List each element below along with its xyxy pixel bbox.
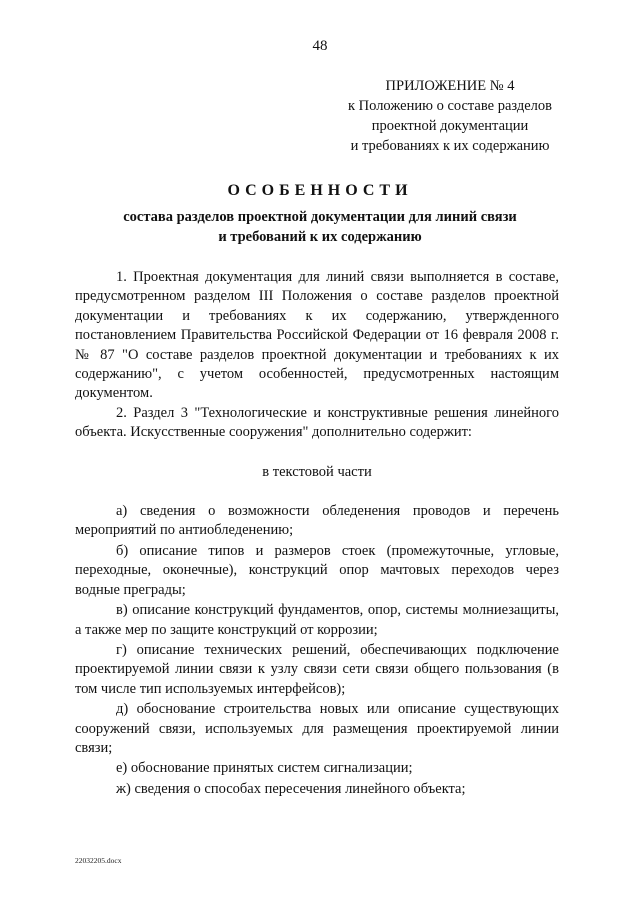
- list-item: е) обоснование принятых систем сигнализации;: [116, 760, 413, 777]
- subtitle-line: состава разделов проектной документации для линий связи: [123, 209, 517, 225]
- section-heading: в текстовой части: [262, 463, 372, 480]
- appendix-title: ПРИЛОЖЕНИЕ № 4: [385, 78, 515, 94]
- document-title: ОСОБЕННОСТИ: [227, 182, 413, 199]
- list-item: ж) сведения о способах пересечения линейного объекта;: [116, 780, 466, 797]
- appendix-line: проектной документации: [371, 118, 529, 134]
- list-item: в) описание конструкций фундаментов, опор, системы молниезащиты, а также мер по защите конструкций от коррозии;: [75, 602, 559, 638]
- list-item: б) описание типов и размеров стоек (промежуточные, угловые, переходные, оконечные), конструкций опор мачтовых переходов через водные преграды;: [75, 542, 559, 598]
- subtitle-line: и требований к их содержанию: [218, 229, 422, 245]
- list-item: г) описание технических решений, обеспечивающих подключение проектируемой линии связи к узлу связи сети связи общего пользования (в том числе тип используемых интерфейсов);: [75, 641, 559, 697]
- list-item: д) обоснование строительства новых или описание существующих сооружений связи, используемых для размещения проектируемой линии связи;: [75, 701, 559, 756]
- appendix-line: к Положению о составе разделов: [348, 98, 552, 114]
- document-subtitle: [0, 207, 640, 247]
- document-body: [75, 268, 559, 800]
- item-list: [75, 502, 559, 799]
- appendix-header: [300, 76, 600, 156]
- paragraph-2: 2. Раздел 3 "Технологические и конструктивные решения линейного объекта. Искусственные сооружения" дополнительно содержит:: [75, 404, 559, 441]
- footer-file-code: 22032205.docx: [75, 856, 122, 865]
- paragraph-1: 1. Проектная документация для линий связи выполняется в составе, предусмотренном разделом III Положения о составе разделов проектной документации и требованиях к их содержанию, утвержденного постановлением Правительства Российской Федерации от 16 февраля 2008 г. № 87 "О составе разделов проектной документации и требованиях к их содержанию", с учетом особенностей, предусмотренных настоящим документом.: [75, 269, 559, 402]
- appendix-line: и требованиях к их содержанию: [350, 138, 550, 154]
- page-number: 48: [312, 38, 328, 54]
- list-item: а) сведения о возможности обледенения проводов и перечень мероприятий по антиобледенению;: [75, 503, 559, 539]
